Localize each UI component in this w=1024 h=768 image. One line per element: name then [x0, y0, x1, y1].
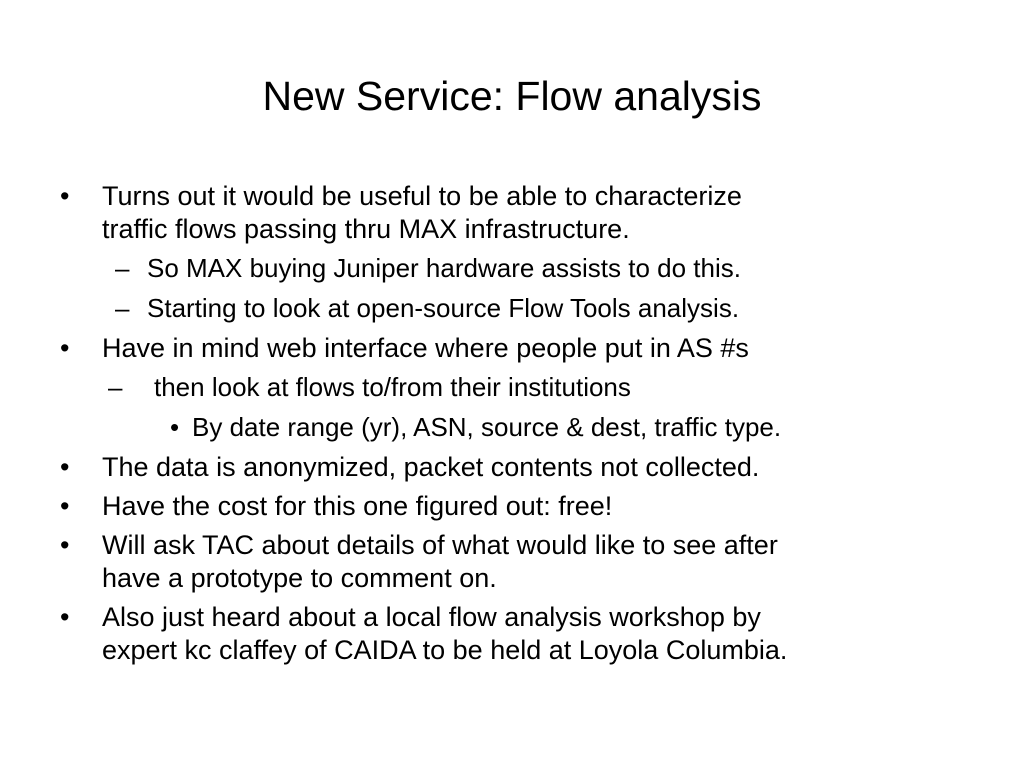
bullet-marker: • [170, 412, 180, 442]
bullet-text: Have in mind web interface where people put in AS #s [102, 333, 749, 363]
bullet-marker: • [60, 452, 70, 482]
bullet-text-line: Turns out it would be useful to be able to characterize [102, 181, 742, 211]
bullet-text: The data is anonymized, packet contents not collected. [102, 452, 760, 482]
bullet-marker: • [60, 602, 70, 632]
sub-item-juniper-hardware [56, 252, 986, 285]
sub-item-flow-tools [56, 292, 986, 325]
bullet-text-line: Will ask TAC about details of what would like to see after [102, 530, 778, 560]
bullet-text-line: have a prototype to comment on. [102, 563, 497, 593]
bullet-marker: • [60, 333, 70, 363]
bullet-text: Have the cost for this one figured out: free! [102, 491, 613, 521]
bullet-item-workshop [56, 601, 986, 667]
bullet-text-line: Also just heard about a local flow analysis workshop by [102, 602, 761, 632]
sub-item-institution-flows [56, 371, 986, 404]
bullet-item-tac-prototype [56, 529, 986, 595]
dash-marker: – [115, 293, 130, 323]
dash-marker: – [115, 253, 130, 283]
bullet-marker: • [60, 491, 70, 521]
bullet-text-line: traffic flows passing thru MAX infrastructure. [102, 214, 630, 244]
bullet-text-line: expert kc claffey of CAIDA to be held at Loyola Columbia. [102, 635, 788, 665]
slide-title: New Service: Flow analysis [262, 73, 762, 119]
sub-item-text: then look at flows to/from their institutions [154, 372, 631, 402]
dash-marker: – [108, 372, 123, 402]
bullet-marker: • [60, 530, 70, 560]
bullet-marker: • [60, 181, 70, 211]
slide-bullet-list [56, 180, 986, 673]
sub-sub-item-filters [56, 411, 986, 444]
sub-item-text: Starting to look at open-source Flow Tools analysis. [147, 293, 740, 323]
sub-sub-item-text: By date range (yr), ASN, source & dest, traffic type. [192, 412, 782, 442]
bullet-item-web-interface [56, 332, 986, 365]
sub-item-text: So MAX buying Juniper hardware assists to do this. [147, 253, 741, 283]
bullet-item-traffic-flows [56, 180, 986, 246]
bullet-item-cost [56, 490, 986, 523]
bullet-item-anonymized-data [56, 451, 986, 484]
